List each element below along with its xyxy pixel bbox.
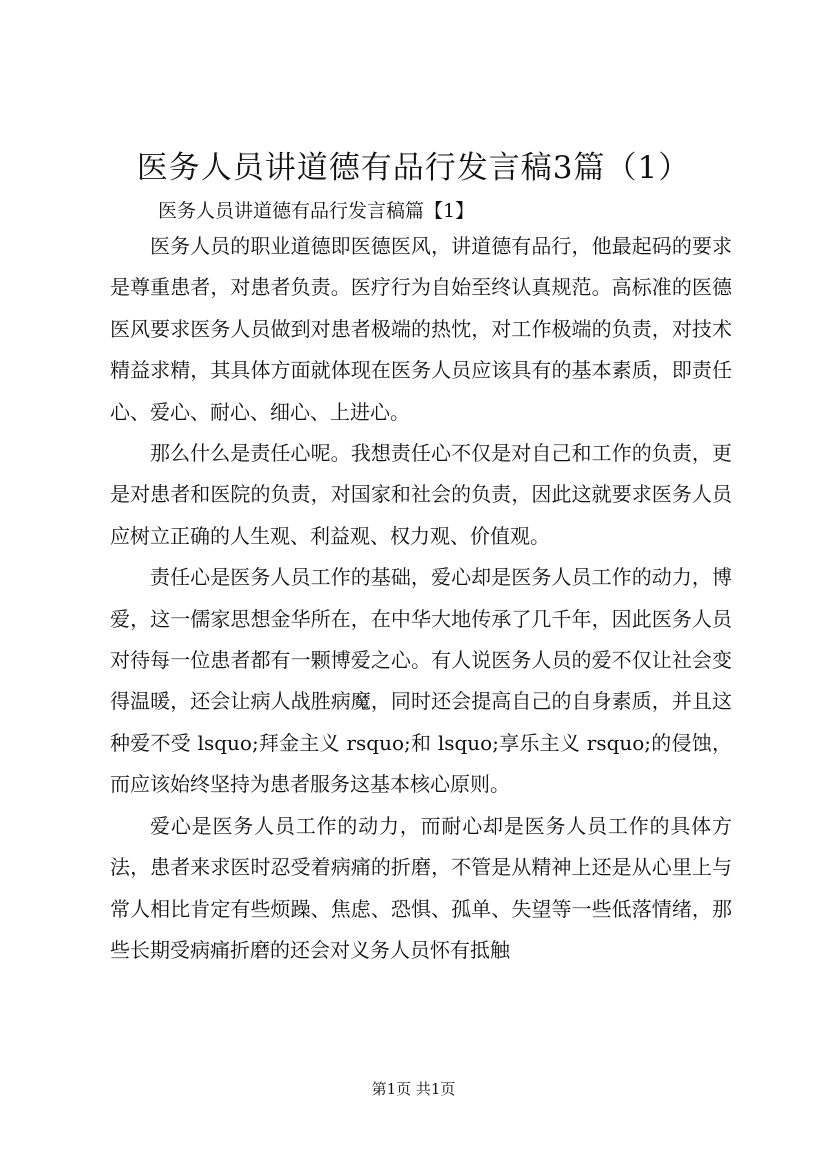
document-body [110,226,732,971]
paragraph: 责任心是医务人员工作的基础，爱心却是医务人员工作的动力，博爱，这一儒家思想金华所在，在中华大地传承了几千年，因此医务人员对待每一位患者都有一颗博爱之心。有人说医务人员的爱不仅让社会变得温暖，还会让病人战胜病魔，同时还会提高自己的自身素质，并且这种爱不受 lsquo;拜金主义 rsquo;和 lsquo;享乐主义 rsquo;的侵蚀，而应该始终坚持为患者服务这基本核心原则。 [110,565,732,797]
document-title: 医务人员讲道德有品行发言稿3篇（1） [136,150,691,186]
paragraph: 爱心是医务人员工作的动力，而耐心却是医务人员工作的具体方法，患者来求医时忍受着病痛的折磨，不管是从精神上还是从心里上与常人相比肯定有些烦躁、焦虑、恐惧、孤单、失望等一些低落情绪，那些长期受病痛折磨的还会对义务人员怀有抵触 [110,813,732,962]
paragraph: 那么什么是责任心呢。我想责任心不仅是对自己和工作的负责，更是对患者和医院的负责，对国家和社会的负责，因此这就要求医务人员应树立正确的人生观、利益观、权力观、价值观。 [110,441,732,548]
document-subtitle: 医务人员讲道德有品行发言稿篇【1】 [158,200,475,222]
paragraph: 医务人员的职业道德即医德医风，讲道德有品行，他最起码的要求是尊重患者，对患者负责。医疗行为自始至终认真规范。高标准的医德医风要求医务人员做到对患者极端的热忱，对工作极端的负责，对技术精益求精，其具体方面就体现在医务人员应该具有的基本素质，即责任心、爱心、耐心、细心、上进心。 [110,234,732,424]
page-footer: 第1页 共1页 [371,1080,456,1098]
